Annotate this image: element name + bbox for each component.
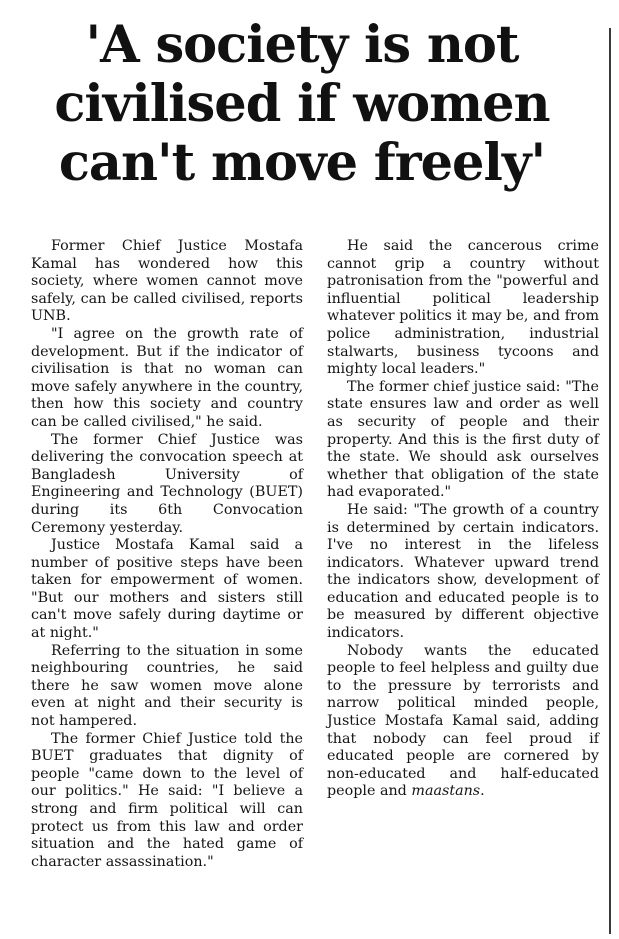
paragraph: "I agree on the growth rate of development. But if the indicator of civilisation is that no woman can move safely anywhere in the country, then how this society and country can be called civilised," he said. [31,325,303,430]
column-rule [609,28,611,934]
headline-line: 'A society is not [85,15,519,75]
article-column-right [327,238,599,801]
headline-line: can't move freely' [58,133,546,193]
paragraph: The former Chief Justice was delivering the convocation speech at Bangladesh University of Engineering and Technology (BUET) during its 6th Convocation Ceremony yesterday. [31,431,303,536]
paragraph: Justice Mostafa Kamal said a number of positive steps have been taken for empowerment of women. "But our mothers and sisters still can't move safely during daytime or at night." [31,537,303,642]
paragraph: Referring to the situation in some neighbouring countries, he said there he saw women move alone even at night and their security is not hampered. [31,642,303,730]
paragraph: Former Chief Justice Mostafa Kamal has wondered how this society, where women cannot move safely, can be called civilised, reports UNB. [31,238,303,325]
headline-line: civilised if women [54,74,550,134]
paragraph-last [327,643,599,801]
italic-term: maastans [411,783,481,800]
paragraph: The former Chief Justice told the BUET graduates that dignity of people "came down to the level of our politics." He said: "I believe a strong and firm political will can protect us from this law and order situation and the hated game of character assassination." [31,730,303,870]
closing-punctuation: . [480,783,485,800]
paragraph: He said the cancerous crime cannot grip a country without patronisation from the "powerful and influential political leadership whatever politics it may be, and from police administration, industrial stalwarts, business tycoons and mighty local leaders." [327,238,599,378]
article-column-left [31,238,303,871]
headline [12,16,592,193]
paragraph: The former chief justice said: "The state ensures law and order as well as security of people and their property. And this is the first duty of the state. We should ask ourselves whether that obligation of the state had evaporated." [327,378,599,501]
paragraph-text: Nobody wants the educated people to feel helpless and guilty due to the pressure by terrorists and narrow political minded people, Justice Mostafa Kamal said, adding that nobody can feel proud if educated people are cornered by non-educated and half-educated people and [327,642,599,800]
paragraph: He said: "The growth of a country is determined by certain indicators. I've no interest in the lifeless indicators. Whatever upward trend the indicators show, development of education and educated people is to be measured by different objective indicators. [327,501,599,642]
